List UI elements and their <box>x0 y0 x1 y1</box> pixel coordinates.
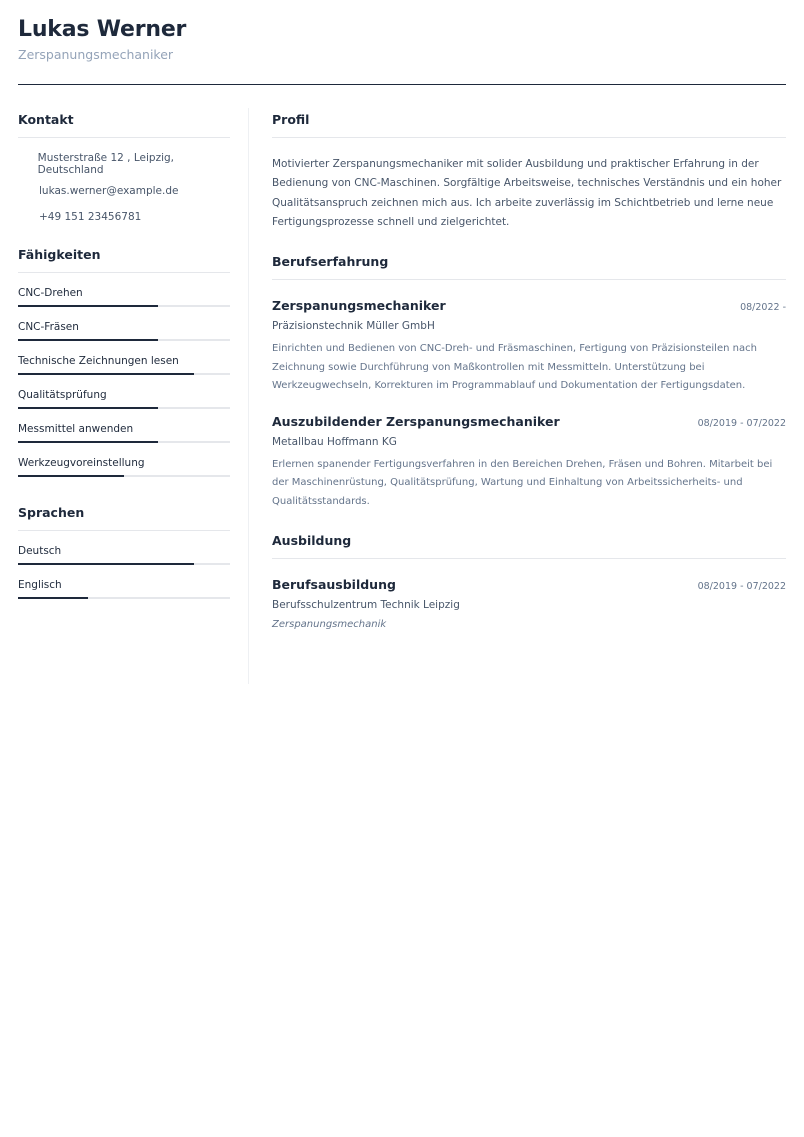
resume-header <box>18 16 786 64</box>
entry-field: Zerspanungsmechanik <box>272 619 387 631</box>
experience-section <box>272 254 786 511</box>
skill-bar <box>18 441 230 443</box>
language-bar-fill <box>18 563 194 565</box>
entry-title: Berufsausbildung <box>272 577 396 593</box>
language-item <box>18 578 230 599</box>
experience-entry <box>272 297 786 396</box>
language-bar-fill <box>18 597 88 599</box>
entry-date: 08/2019 - 07/2022 <box>697 581 786 593</box>
skill-item <box>18 388 230 409</box>
profile-text: Motivierter Zerspanungsmechaniker mit solider Ausbildung und praktischer Erfahrung in der Bedienung von CNC-Maschinen. Sorgfältige Arbeitsweise, technisches Verständnis und ein hoher Qualitätsanspruch zeichnen mich aus. Ich arbeite zuverlässig im Schichtbetrieb und lerne neue Fertigungsprozesse schnell und zielgerichtet. <box>272 158 782 228</box>
contact-address <box>18 151 230 178</box>
skills-heading: Fähigkeiten <box>18 247 230 273</box>
sidebar <box>18 112 230 599</box>
entry-description: Einrichten und Bedienen von CNC-Dreh- und Fräsmaschinen, Fertigung von Präzisionsteilen nach Zeichnung sowie Durchführung von Maßkontrollen mit Messmitteln. Unterstützung bei Werkzeugwechseln, Korrekturen im Programmablauf und Dokumentation der Fertigungsdaten. <box>272 343 757 392</box>
language-bar <box>18 563 230 565</box>
entry-title: Zerspanungsmechaniker <box>272 298 446 314</box>
entry-date: 08/2019 - 07/2022 <box>697 417 786 429</box>
language-item <box>18 544 230 565</box>
skill-label: CNC-Fräsen <box>18 320 79 333</box>
language-label: Englisch <box>18 578 62 591</box>
education-section <box>272 533 786 630</box>
skill-label: Messmittel anwenden <box>18 422 134 435</box>
column-divider <box>248 108 249 684</box>
skill-bar <box>18 475 230 477</box>
skill-label: Qualitätsprüfung <box>18 388 107 401</box>
languages-section <box>18 505 230 599</box>
language-label: Deutsch <box>18 544 62 557</box>
experience-entry <box>272 413 786 512</box>
skill-item <box>18 456 230 477</box>
skill-item <box>18 354 230 375</box>
language-bar <box>18 597 230 599</box>
contact-section <box>18 112 230 231</box>
skill-label: Technische Zeichnungen lesen <box>18 354 179 367</box>
skill-label: Werkzeugvoreinstellung <box>18 456 145 469</box>
skills-section <box>18 247 230 477</box>
contact-phone-text[interactable]: +49 151 23456781 <box>39 211 142 224</box>
contact-phone[interactable] <box>18 204 230 231</box>
entry-organization: Berufsschulzentrum Technik Leipzig <box>272 599 460 612</box>
contact-email[interactable] <box>18 178 230 205</box>
entry-title: Auszubildender Zerspanungsmechaniker <box>272 413 560 429</box>
skill-item <box>18 286 230 307</box>
main-content <box>272 112 786 630</box>
experience-heading: Berufserfahrung <box>272 254 786 280</box>
languages-heading: Sprachen <box>18 505 230 531</box>
header-divider <box>18 84 786 85</box>
skill-bar-fill <box>18 305 158 307</box>
skill-bar-fill <box>18 441 158 443</box>
profile-section <box>272 112 786 232</box>
person-name: Lukas Werner <box>18 17 187 42</box>
skill-bar <box>18 305 230 307</box>
skill-item <box>18 422 230 443</box>
entry-organization: Präzisionstechnik Müller GmbH <box>272 320 435 333</box>
skill-bar-fill <box>18 339 158 341</box>
contact-heading: Kontakt <box>18 112 230 138</box>
entry-description: Erlernen spanender Fertigungsverfahren in den Bereichen Drehen, Fräsen und Bohren. Mitarbeit bei der Maschinenrüstung, Qualitätsprüfung, Wartung und Einhaltung von Arbeitssicherheits- und Qualitätsstandards. <box>272 458 773 507</box>
skill-item <box>18 320 230 341</box>
entry-organization: Metallbau Hoffmann KG <box>272 435 397 448</box>
contact-list <box>18 151 230 231</box>
skill-bar <box>18 373 230 375</box>
education-entry <box>272 576 786 630</box>
contact-email-text[interactable]: lukas.werner@example.de <box>39 184 179 197</box>
entry-date: 08/2022 - <box>740 302 786 314</box>
skill-label: CNC-Drehen <box>18 286 83 299</box>
contact-address-text: Musterstraße 12 , Leipzig, Deutschland <box>37 152 174 177</box>
education-heading: Ausbildung <box>272 533 786 559</box>
skill-bar <box>18 339 230 341</box>
skill-bar <box>18 407 230 409</box>
job-title: Zerspanungsmechaniker <box>18 47 174 62</box>
profile-heading: Profil <box>272 112 786 138</box>
skill-bar-fill <box>18 407 158 409</box>
skill-bar-fill <box>18 373 194 375</box>
skill-bar-fill <box>18 475 124 477</box>
